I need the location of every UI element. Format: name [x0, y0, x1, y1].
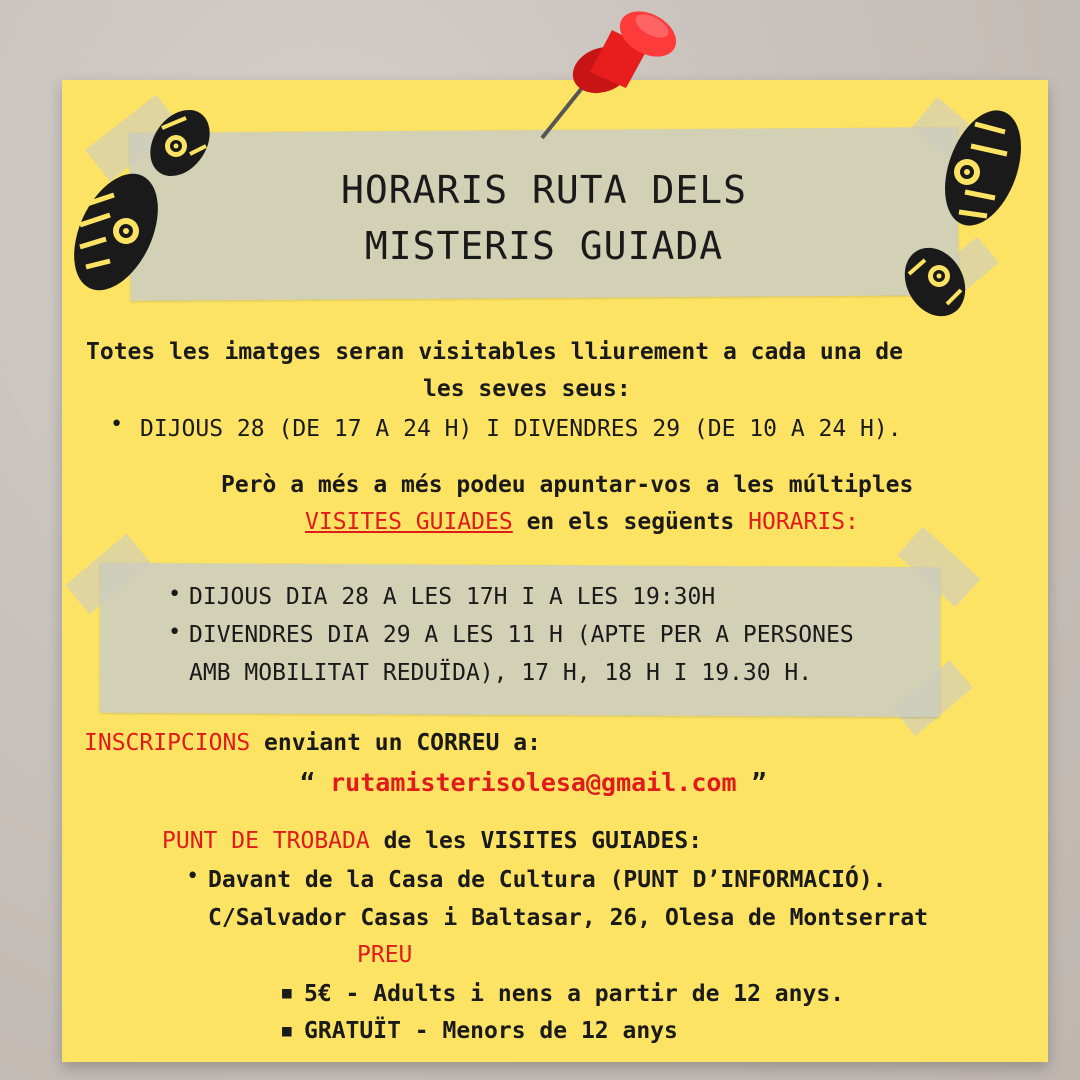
bullet-dot: • [110, 412, 124, 437]
title-line-2: MISTERIS GUIADA [364, 224, 724, 268]
page-title [130, 162, 958, 274]
intro-line-1: Totes les imatges seran visitables lliurement a cada una de [86, 339, 903, 365]
dates-item: DIJOUS 28 (DE 17 A 24 H) I DIVENDRES 29 (DE 10 A 24 H). [140, 416, 902, 442]
bullet-dot: • [168, 620, 182, 645]
quote-close: ” [736, 768, 767, 797]
signup-text: enviant un CORREU a: [250, 730, 541, 756]
guided-line-2 [305, 507, 859, 537]
price-label: PREU [357, 942, 413, 968]
price-item-2: GRATUÏT - Menors de 12 anys [304, 1018, 678, 1044]
meeting-line [162, 826, 702, 856]
push-pin-icon [530, 0, 690, 145]
meeting-label: PUNT DE TROBADA [162, 828, 370, 854]
bullet-dot: • [186, 864, 200, 889]
bullet-square: ■ [282, 1021, 292, 1040]
meeting-address-1: Davant de la Casa de Cultura (PUNT D’INFORMACIÓ). [208, 867, 887, 893]
guided-line-1: Però a més a més podeu apuntar-vos a les múltiples [221, 472, 914, 498]
email-link[interactable]: rutamisterisolesa@gmail.com [330, 768, 737, 797]
hours-label: HORARIS: [748, 509, 859, 535]
schedule-item-2-cont: AMB MOBILITAT REDUÏDA), 17 H, 18 H I 19.30 H. [189, 660, 813, 686]
schedule-item-1: DIJOUS DIA 28 A LES 17H I A LES 19:30H [189, 584, 716, 610]
price-item-1: 5€ - Adults i nens a partir de 12 anys. [304, 981, 845, 1007]
bullet-dot: • [168, 582, 182, 607]
meeting-text: de les VISITES GUIADES: [369, 828, 703, 854]
schedule-item-2: DIVENDRES DIA 29 A LES 11 H (APTE PER A PERSONES [189, 622, 854, 648]
guided-visits-link[interactable]: VISITES GUIADES [305, 509, 513, 535]
quote-open: “ [300, 768, 331, 797]
title-line-1: HORARIS RUTA DELS [341, 168, 747, 212]
signup-label: INSCRIPCIONS [84, 730, 251, 756]
bullet-square: ■ [282, 983, 292, 1002]
email-line [300, 768, 767, 798]
signup-line [84, 728, 541, 758]
intro-line-2: les seves seus: [423, 376, 631, 402]
meeting-address-2: C/Salvador Casas i Baltasar, 26, Olesa de Montserrat [208, 905, 929, 931]
guided-mid-text: en els següents [512, 509, 749, 535]
